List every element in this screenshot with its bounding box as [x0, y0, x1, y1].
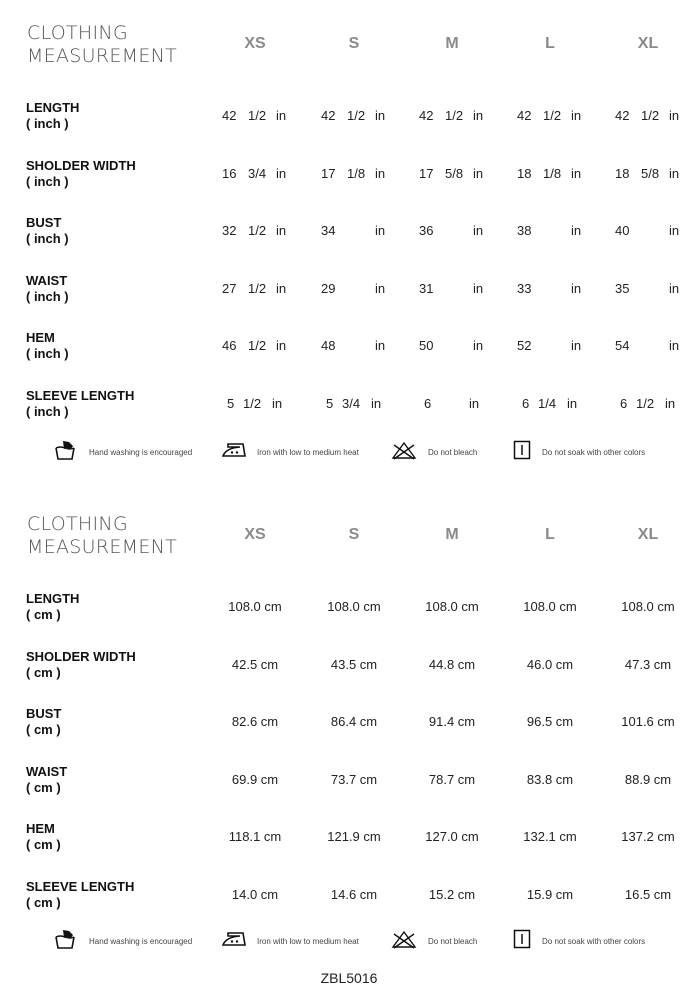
whole-inches: 17 — [321, 165, 336, 181]
cm-size-header-s: S — [348, 526, 360, 543]
no-bleach-icon — [391, 440, 417, 465]
fraction-inches: 1/2 — [243, 395, 262, 411]
inch-row-label — [26, 330, 69, 362]
unit-label: ( inch ) — [26, 231, 69, 246]
whole-inches: 40 — [615, 223, 630, 238]
unit-label: ( cm ) — [26, 779, 61, 795]
unit-in: in — [276, 165, 287, 181]
unit-label: ( cm ) — [26, 837, 61, 852]
whole-inches: 46 — [222, 338, 237, 353]
whole-inches: 18 — [517, 165, 532, 181]
cm-size-header-l: L — [545, 526, 555, 543]
fraction-inches: 3/4 — [248, 165, 267, 181]
whole-inches: 16 — [222, 165, 237, 181]
cm-row-label — [26, 706, 61, 738]
unit-label: ( inch ) — [26, 116, 69, 131]
measure-name: BUST — [26, 215, 62, 230]
fraction-inches: 1/2 — [248, 338, 267, 353]
fraction-inches: 1/2 — [248, 108, 267, 123]
cm-value: 86.4 cm — [330, 714, 378, 729]
whole-inches: 27 — [222, 280, 237, 296]
whole-inches: 29 — [321, 280, 336, 296]
inch-size-header-xs: XS — [244, 35, 266, 52]
cm-value: 16.5 cm — [624, 886, 672, 902]
unit-label: ( inch ) — [26, 346, 69, 361]
care-instruction: Do not bleach — [428, 448, 478, 457]
cm-value: 47.3 cm — [624, 656, 672, 672]
unit-in: in — [669, 108, 680, 123]
fraction-inches: 1/4 — [538, 395, 557, 411]
unit-label: ( inch ) — [26, 403, 69, 419]
inch-size-header-xl: XL — [637, 35, 659, 52]
no-bleach-icon — [391, 929, 417, 954]
measure-name: SLEEVE LENGTH — [26, 387, 135, 403]
measure-name: WAIST — [26, 763, 68, 779]
measure-name: HEM — [26, 821, 55, 836]
inch-row-label — [26, 273, 69, 305]
cm-value: 96.5 cm — [526, 714, 574, 729]
cm-value: 118.1 cm — [228, 829, 282, 844]
whole-inches: 42 — [222, 108, 237, 123]
unit-label: ( inch ) — [26, 173, 69, 189]
unit-in: in — [272, 395, 283, 411]
cm-table-title: CLOTHING MEASUREMENT — [27, 513, 178, 558]
unit-in: in — [571, 165, 582, 181]
measure-name: HEM — [26, 330, 55, 345]
whole-inches: 34 — [321, 223, 336, 238]
whole-inches: 42 — [321, 108, 336, 123]
cm-value: 73.7 cm — [330, 771, 378, 787]
cm-size-header-m: M — [445, 526, 459, 543]
unit-in: in — [571, 280, 582, 296]
whole-inches: 52 — [517, 338, 532, 353]
unit-in: in — [276, 338, 287, 353]
measure-name: WAIST — [26, 272, 68, 288]
unit-in: in — [669, 223, 680, 238]
cm-value: 69.9 cm — [231, 771, 279, 787]
cm-row-label — [26, 879, 134, 911]
whole-inches: 6 — [620, 395, 628, 411]
whole-inches: 18 — [615, 165, 630, 181]
cm-value: 78.7 cm — [428, 771, 476, 787]
cm-value: 15.9 cm — [526, 886, 574, 902]
whole-inches: 42 — [615, 108, 630, 123]
care-instruction: Hand washing is encouraged — [89, 448, 193, 457]
unit-in: in — [669, 165, 680, 181]
fraction-inches: 1/2 — [641, 108, 660, 123]
unit-in: in — [375, 108, 386, 123]
hand-wash-icon — [54, 440, 78, 467]
product-code: ZBL5016 — [320, 970, 378, 986]
whole-inches: 6 — [424, 395, 432, 411]
unit-in: in — [669, 338, 680, 353]
whole-inches: 5 — [227, 395, 235, 411]
inch-row-label — [26, 215, 69, 247]
unit-in: in — [276, 108, 287, 123]
unit-in: in — [571, 223, 582, 238]
measure-name: BUST — [26, 706, 62, 721]
cm-value: 46.0 cm — [526, 656, 574, 672]
fraction-inches: 1/2 — [248, 280, 267, 296]
cm-value: 108.0 cm — [621, 599, 675, 614]
inch-row-label — [26, 388, 134, 420]
cm-row-label — [26, 821, 61, 853]
inch-size-header-s: S — [348, 35, 360, 52]
care-instruction: Iron with low to medium heat — [257, 937, 359, 946]
unit-in: in — [571, 338, 582, 353]
unit-in: in — [276, 223, 287, 238]
fraction-inches: 5/8 — [445, 165, 464, 181]
cm-row-label — [26, 649, 136, 681]
unit-in: in — [469, 395, 480, 411]
measure-name: SLEEVE LENGTH — [26, 878, 135, 894]
cm-value: 82.6 cm — [231, 714, 279, 729]
cm-value: 91.4 cm — [428, 714, 476, 729]
fraction-inches: 1/2 — [248, 223, 267, 238]
whole-inches: 42 — [419, 108, 434, 123]
measure-name: LENGTH — [26, 100, 80, 115]
measure-name: SHOLDER WIDTH — [26, 157, 136, 173]
cm-value: 108.0 cm — [523, 599, 577, 614]
cm-value: 121.9 cm — [327, 829, 381, 844]
unit-in: in — [375, 280, 386, 296]
unit-in: in — [571, 108, 582, 123]
unit-label: ( cm ) — [26, 664, 61, 680]
whole-inches: 6 — [522, 395, 530, 411]
no-soak-icon — [513, 929, 531, 954]
cm-row-label — [26, 764, 67, 796]
fraction-inches: 1/8 — [347, 165, 366, 181]
unit-in: in — [276, 280, 287, 296]
fraction-inches: 5/8 — [641, 165, 660, 181]
fraction-inches: 1/2 — [347, 108, 366, 123]
cm-value: 88.9 cm — [624, 771, 672, 787]
measure-name: SHOLDER WIDTH — [26, 648, 136, 664]
cm-row-label — [26, 591, 79, 623]
unit-in: in — [473, 108, 484, 123]
cm-value: 83.8 cm — [526, 771, 574, 787]
iron-icon — [221, 440, 247, 465]
inch-row-label — [26, 100, 79, 132]
whole-inches: 36 — [419, 223, 434, 238]
whole-inches: 35 — [615, 280, 630, 296]
cm-value: 127.0 cm — [425, 829, 479, 844]
unit-label: ( inch ) — [26, 288, 69, 304]
unit-in: in — [669, 280, 680, 296]
cm-value: 132.1 cm — [523, 829, 577, 844]
inch-table-title: CLOTHING MEASUREMENT — [27, 22, 178, 67]
whole-inches: 17 — [419, 165, 434, 181]
unit-label: ( cm ) — [26, 894, 61, 910]
cm-value: 14.6 cm — [330, 886, 378, 902]
fraction-inches: 1/2 — [445, 108, 464, 123]
unit-in: in — [665, 395, 676, 411]
whole-inches: 32 — [222, 223, 237, 238]
unit-label: ( cm ) — [26, 607, 61, 622]
whole-inches: 5 — [326, 395, 334, 411]
whole-inches: 54 — [615, 338, 630, 353]
whole-inches: 33 — [517, 280, 532, 296]
unit-in: in — [473, 338, 484, 353]
fraction-inches: 3/4 — [342, 395, 361, 411]
unit-in: in — [567, 395, 578, 411]
cm-value: 43.5 cm — [330, 656, 378, 672]
inch-row-label — [26, 158, 136, 190]
fraction-inches: 1/2 — [636, 395, 655, 411]
cm-value: 108.0 cm — [228, 599, 282, 614]
unit-label: ( cm ) — [26, 722, 61, 737]
unit-in: in — [473, 280, 484, 296]
whole-inches: 31 — [419, 280, 434, 296]
care-instruction: Do not soak with other colors — [542, 937, 646, 946]
unit-in: in — [375, 223, 386, 238]
inch-size-header-m: M — [445, 35, 459, 52]
whole-inches: 50 — [419, 338, 434, 353]
cm-value: 101.6 cm — [621, 714, 675, 729]
unit-in: in — [375, 338, 386, 353]
cm-value: 44.8 cm — [428, 656, 476, 672]
fraction-inches: 1/8 — [543, 165, 562, 181]
cm-size-header-xl: XL — [637, 526, 659, 543]
fraction-inches: 1/2 — [543, 108, 562, 123]
no-soak-icon — [513, 440, 531, 465]
cm-value: 14.0 cm — [231, 886, 279, 902]
care-instruction: Do not soak with other colors — [542, 448, 646, 457]
unit-in: in — [473, 223, 484, 238]
unit-in: in — [371, 395, 382, 411]
whole-inches: 42 — [517, 108, 532, 123]
whole-inches: 48 — [321, 338, 336, 353]
cm-value: 108.0 cm — [425, 599, 479, 614]
unit-in: in — [473, 165, 484, 181]
cm-size-header-xs: XS — [244, 526, 266, 543]
cm-value: 137.2 cm — [621, 829, 675, 844]
care-instruction: Do not bleach — [428, 937, 478, 946]
cm-value: 108.0 cm — [327, 599, 381, 614]
care-instruction: Hand washing is encouraged — [89, 937, 193, 946]
unit-in: in — [375, 165, 386, 181]
whole-inches: 38 — [517, 223, 532, 238]
hand-wash-icon — [54, 929, 78, 956]
measure-name: LENGTH — [26, 591, 80, 606]
inch-size-header-l: L — [545, 35, 555, 52]
cm-value: 42.5 cm — [231, 656, 279, 672]
care-instruction: Iron with low to medium heat — [257, 448, 359, 457]
iron-icon — [221, 929, 247, 954]
cm-value: 15.2 cm — [428, 886, 476, 902]
